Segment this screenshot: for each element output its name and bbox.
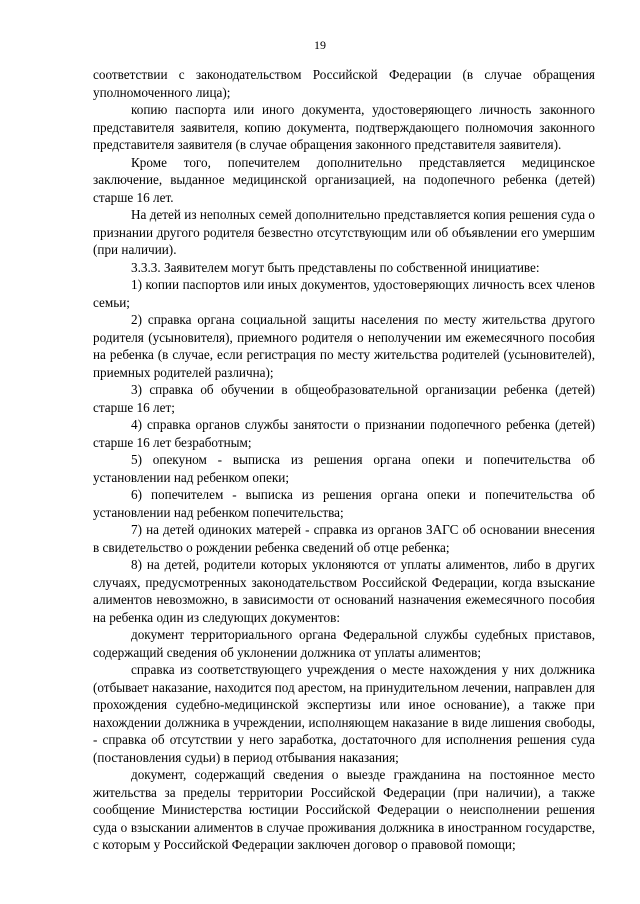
list-item: 5) опекуном - выписка из решения органа опеки и попечительства об установлении над ребенком опеки;: [93, 452, 595, 485]
document-body: [93, 66, 595, 854]
paragraph: соответствии с законодательством Российской Федерации (в случае обращения уполномоченного лица);: [93, 67, 595, 100]
paragraph: документ территориального органа Федеральной службы судебных приставов, содержащий сведения об уклонении должника от уплаты алиментов;: [93, 627, 595, 660]
page-number: 19: [314, 38, 326, 52]
paragraph: копию паспорта или иного документа, удостоверяющего личность законного представителя заявителя, копию документа, подтверждающего полномочия законного представителя заявителя (в случае обращения законного представителя заявителя).: [93, 102, 595, 152]
paragraph: Кроме того, попечителем дополнительно представляется медицинское заключение, выданное медицинской организацией, на подопечного ребенка (детей) старше 16 лет.: [93, 154, 595, 205]
list-item: 1) копии паспортов или иных документов, удостоверяющих личность всех членов семьи;: [93, 277, 595, 310]
list-item: 2) справка органа социальной защиты населения по месту жительства другого родителя (усыновителя), приемного родителя о неполучении им ежемесячного пособия на ребенка (в случае, если регистрация по месту жительства родителей (усыновителей), приемных родителей различна);: [93, 312, 595, 380]
list-item: 7) на детей одиноких матерей - справка из органов ЗАГС об основании внесения в свидетельство о рождении ребенка сведений об отце ребенка;: [93, 522, 595, 555]
list-item: 6) попечителем - выписка из решения органа опеки и попечительства об установлении над ребенком попечительства;: [93, 487, 595, 520]
paragraph: 3.3.3. Заявителем могут быть представлены по собственной инициативе:: [131, 259, 540, 275]
list-item: 8) на детей, родители которых уклоняются от уплаты алиментов, либо в других случаях, предусмотренных законодательством Российской Федерации, когда взыскание алиментов невозможно, в зависимости от оснований назначения ежемесячного пособия на ребенка один из следующих документов:: [93, 557, 595, 625]
paragraph: справка из соответствующего учреждения о месте нахождения у них должника (отбывает наказание, находится под арестом, на принудительном лечении, направлен для прохождения судебно-медицинской экспертизы или иное основание), а также при нахождении должника в учреждении, исполняющем наказание в виде лишения свободы, - справка об отсутствии у него заработка, достаточного для исполнения решения суда (постановления судьи) в период отбывания наказания;: [93, 662, 595, 765]
paragraph: документ, содержащий сведения о выезде гражданина на постоянное место жительства за пределы территории Российской Федерации (при наличии), а также сообщение Министерства юстиции Российской Федерации о неисполнении решения суда о взыскании алиментов в случае проживания должника в иностранном государстве, с которым у Российской Федерации заключен договор о правовой помощи;: [93, 767, 595, 852]
list-item: 3) справка об обучении в общеобразовательной организации ребенка (детей) старше 16 лет;: [93, 382, 595, 415]
list-item: 4) справка органов службы занятости о признании подопечного ребенка (детей) старше 16 лет безработным;: [93, 417, 595, 450]
paragraph: На детей из неполных семей дополнительно представляется копия решения суда о признании другого родителя безвестно отсутствующим или об объявлении его умершим (при наличии).: [93, 207, 595, 257]
